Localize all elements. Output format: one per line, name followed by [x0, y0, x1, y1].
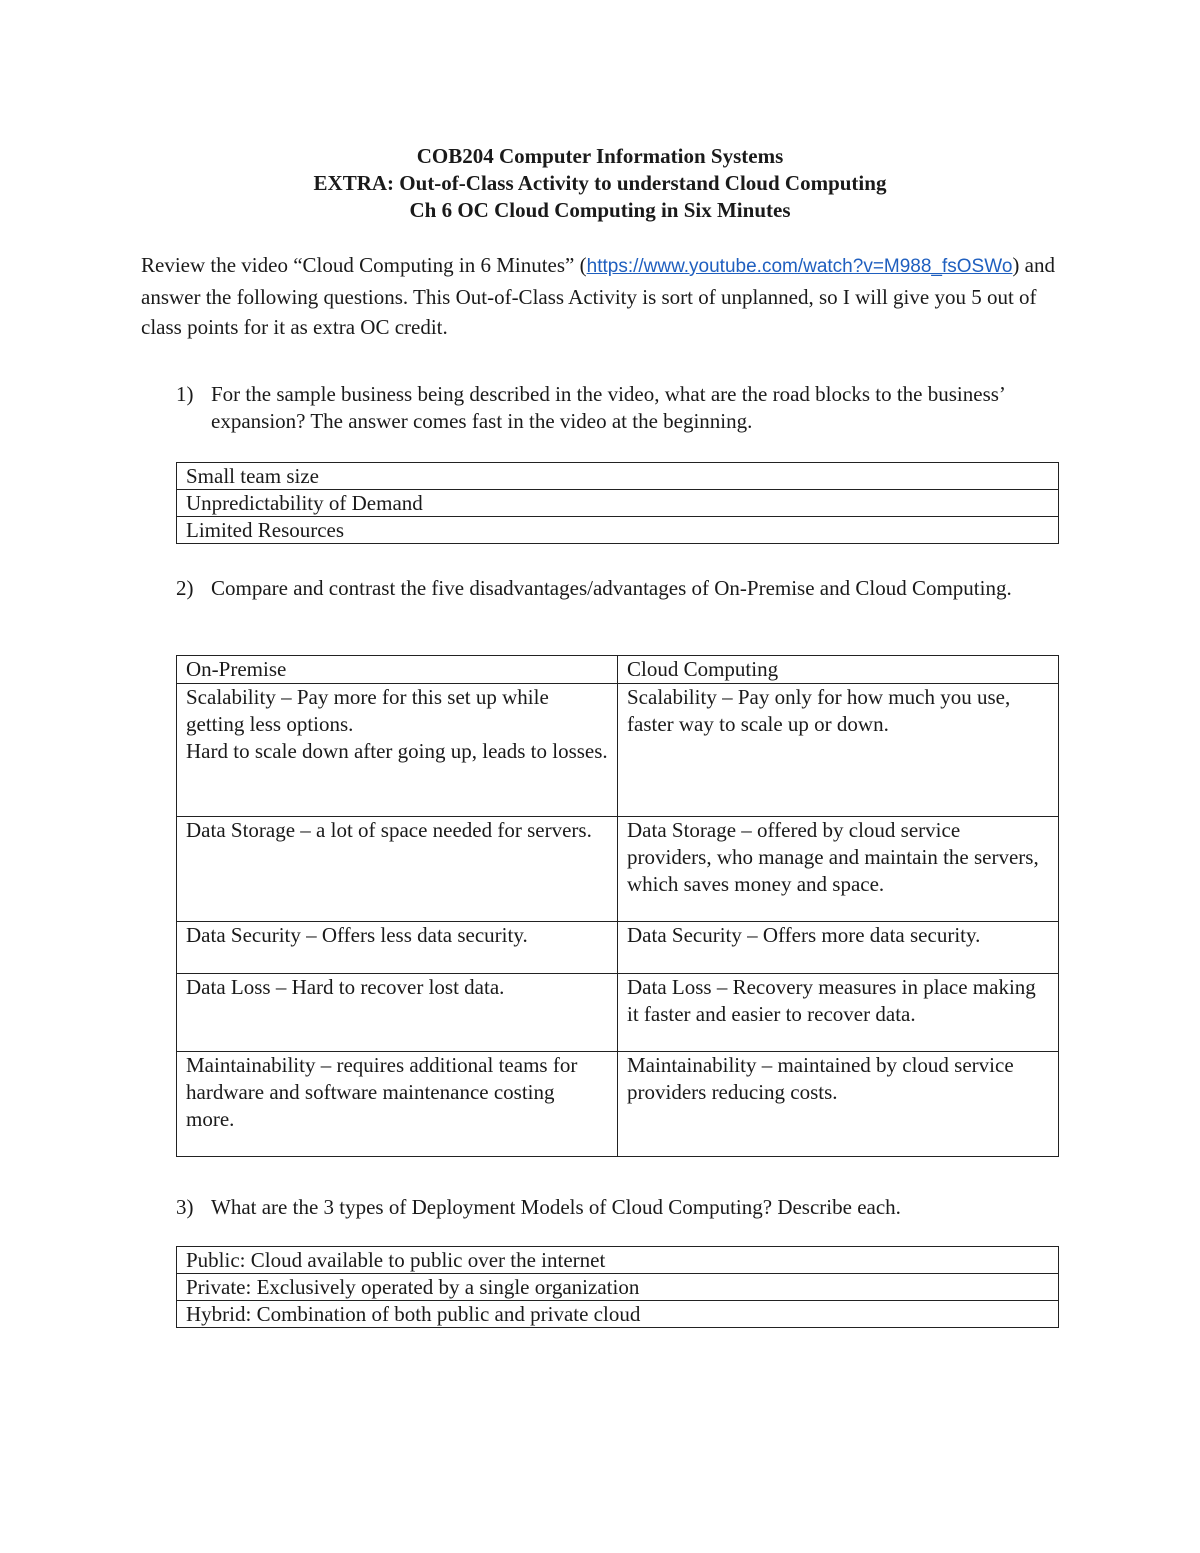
q3-answer-table: [176, 1246, 1059, 1328]
table-row: [177, 463, 1059, 490]
question-3: [176, 1194, 1056, 1221]
activity-title: EXTRA: Out-of-Class Activity to understand Cloud Computing: [313, 171, 887, 195]
document-header: [0, 143, 1200, 224]
on-premise-cell: Data Storage – a lot of space needed for servers.: [177, 817, 618, 922]
question-1: [176, 381, 1056, 435]
question-text: What are the 3 types of Deployment Models of Cloud Computing? Describe each.: [211, 1195, 901, 1219]
question-number: 2): [176, 576, 194, 600]
question-text: For the sample business being described in the video, what are the road blocks to the business’ expansion? The answer comes fast in the video at the beginning.: [211, 382, 1005, 433]
cloud-cell: Data Storage – offered by cloud service providers, who manage and maintain the servers, which saves money and space.: [618, 817, 1059, 922]
table-row: [177, 974, 1059, 1052]
intro-paragraph: [141, 250, 1061, 342]
column-header-cloud: Cloud Computing: [618, 656, 1059, 684]
cloud-cell: Data Loss – Recovery measures in place making it faster and easier to recover data.: [618, 974, 1059, 1052]
on-premise-cell: Data Security – Offers less data security.: [177, 922, 618, 974]
table-row: [177, 922, 1059, 974]
table-row: [177, 1301, 1059, 1328]
table-row: [177, 684, 1059, 817]
intro-text-end: ) and answer the following questions. This Out-of-Class Activity is sort of unplanned, so I will give you 5 out of class points for it as extra OC credit.: [141, 253, 1055, 339]
answer-cell: Small team size: [177, 463, 1059, 490]
q1-answer-table: [176, 462, 1059, 544]
table-header-row: [177, 656, 1059, 684]
on-premise-cell: [177, 684, 618, 817]
chapter-title: Ch 6 OC Cloud Computing in Six Minutes: [409, 198, 791, 222]
cloud-cell: Scalability – Pay only for how much you use, faster way to scale up or down.: [618, 684, 1059, 817]
question-number: 1): [176, 382, 194, 406]
answer-cell: Unpredictability of Demand: [177, 490, 1059, 517]
video-link[interactable]: https://www.youtube.com/watch?v=M988_fsOSWo: [586, 256, 1013, 277]
column-header-on-premise: On-Premise: [177, 656, 618, 684]
answer-cell: Public: Cloud available to public over the internet: [177, 1247, 1059, 1274]
table-row: [177, 490, 1059, 517]
cloud-cell: Data Security – Offers more data security.: [618, 922, 1059, 974]
answer-cell: Private: Exclusively operated by a single organization: [177, 1274, 1059, 1301]
answer-cell: Limited Resources: [177, 517, 1059, 544]
question-2: [176, 575, 1056, 602]
on-premise-cell: Maintainability – requires additional teams for hardware and software maintenance costing more.: [177, 1052, 618, 1157]
table-row: [177, 1274, 1059, 1301]
on-premise-cell: Data Loss – Hard to recover lost data.: [177, 974, 618, 1052]
scalability-on-premise-line1: Scalability – Pay more for this set up while getting less options.: [186, 685, 549, 736]
scalability-on-premise-line2: Hard to scale down after going up, leads to losses.: [186, 739, 608, 763]
answer-cell: Hybrid: Combination of both public and private cloud: [177, 1301, 1059, 1328]
table-row: [177, 517, 1059, 544]
cloud-cell: Maintainability – maintained by cloud service providers reducing costs.: [618, 1052, 1059, 1157]
table-row: [177, 1052, 1059, 1157]
intro-text-start: Review the video “Cloud Computing in 6 Minutes” (: [141, 253, 587, 277]
question-number: 3): [176, 1195, 194, 1219]
course-title: COB204 Computer Information Systems: [416, 144, 784, 168]
table-row: [177, 1247, 1059, 1274]
table-row: [177, 817, 1059, 922]
q2-comparison-table: [176, 655, 1059, 1157]
question-text: Compare and contrast the five disadvantages/advantages of On-Premise and Cloud Computing.: [211, 576, 1012, 600]
